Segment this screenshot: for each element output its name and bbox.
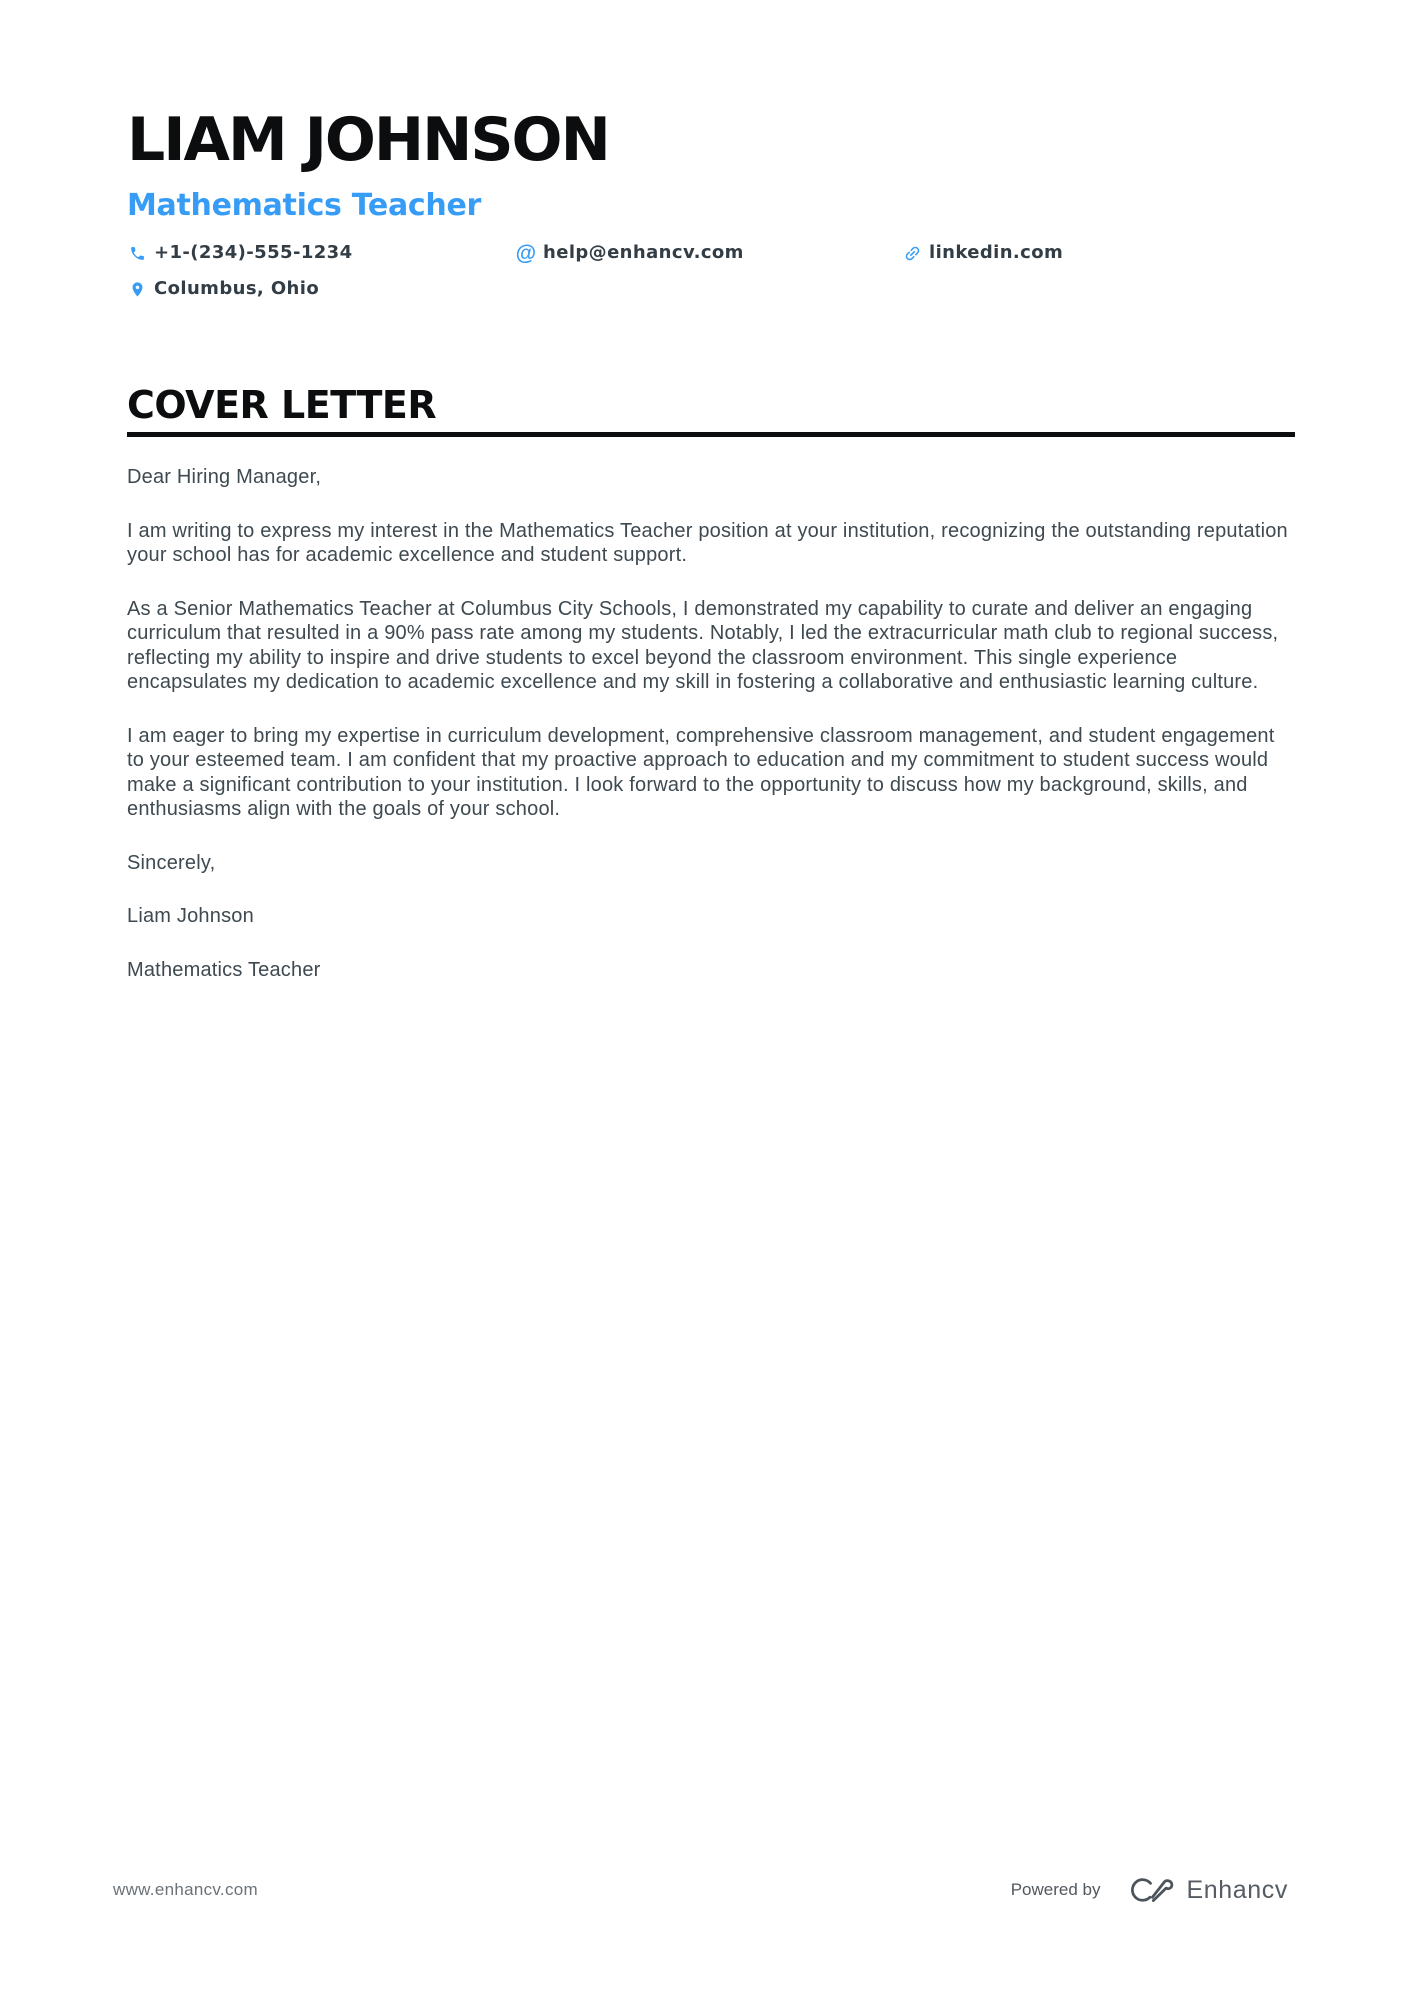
signature-name: Liam Johnson — [127, 905, 254, 927]
contact-info — [127, 242, 1295, 300]
letter-paragraph: As a Senior Mathematics Teacher at Columbus City Schools, I demonstrated my capability to curate and deliver an engaging curriculum that resulted in a 90% pass rate among my students. Notably, I led the extracurricular math club to regional success, reflecting my ability to inspire and drive students to excel beyond the classroom environment. This single experience encapsulates my dedication to academic excellence and my skill in fostering a collaborative and enthusiastic learning culture. — [127, 597, 1279, 693]
enhancv-logo-icon — [1128, 1876, 1177, 1904]
section-heading-rule — [127, 383, 1295, 437]
letter-paragraph: I am eager to bring my expertise in curriculum development, comprehensive classroom management, and student engagement to your esteemed team. I am confident that my proactive approach to education and my commitment to student success would make a significant contribution to your institution. I look forward to the opportunity to discuss how my background, skills, and enthusiasms align with the goals of your school. — [127, 724, 1275, 820]
linkedin-url: linkedin.com — [929, 242, 1064, 263]
link-icon — [902, 244, 922, 263]
phone-icon — [127, 245, 147, 262]
page-footer — [113, 1872, 1288, 1908]
job-title: Mathematics Teacher — [127, 188, 482, 223]
contact-linkedin[interactable] — [902, 242, 1295, 264]
location-pin-icon — [127, 281, 147, 298]
enhancv-wordmark: Enhancv — [1186, 1875, 1288, 1904]
powered-by-brand[interactable] — [1011, 1876, 1288, 1905]
contact-location — [127, 278, 516, 300]
closing: Sincerely, — [127, 851, 216, 874]
email-address: help@enhancv.com — [543, 242, 744, 263]
contact-email[interactable] — [516, 242, 902, 264]
powered-by-label: Powered by — [1010, 1880, 1101, 1899]
location-text: Columbus, Ohio — [154, 278, 320, 299]
phone-number: +1-(234)-555-1234 — [154, 242, 353, 263]
letter-paragraph: I am writing to express my interest in the Mathematics Teacher position at your institution, recognizing the outstanding reputation your school has for academic excellence and student support. — [127, 519, 1288, 566]
website-link[interactable]: www.enhancv.com — [113, 1880, 258, 1899]
signature-title: Mathematics Teacher — [127, 958, 321, 981]
contact-phone[interactable] — [127, 242, 516, 264]
at-icon: @ — [515, 241, 537, 265]
person-name: LIAM JOHNSON — [127, 105, 609, 175]
cover-letter-section — [127, 383, 1295, 982]
section-heading: COVER LETTER — [127, 383, 437, 427]
document-header — [127, 105, 1295, 300]
salutation: Dear Hiring Manager, — [127, 466, 322, 488]
